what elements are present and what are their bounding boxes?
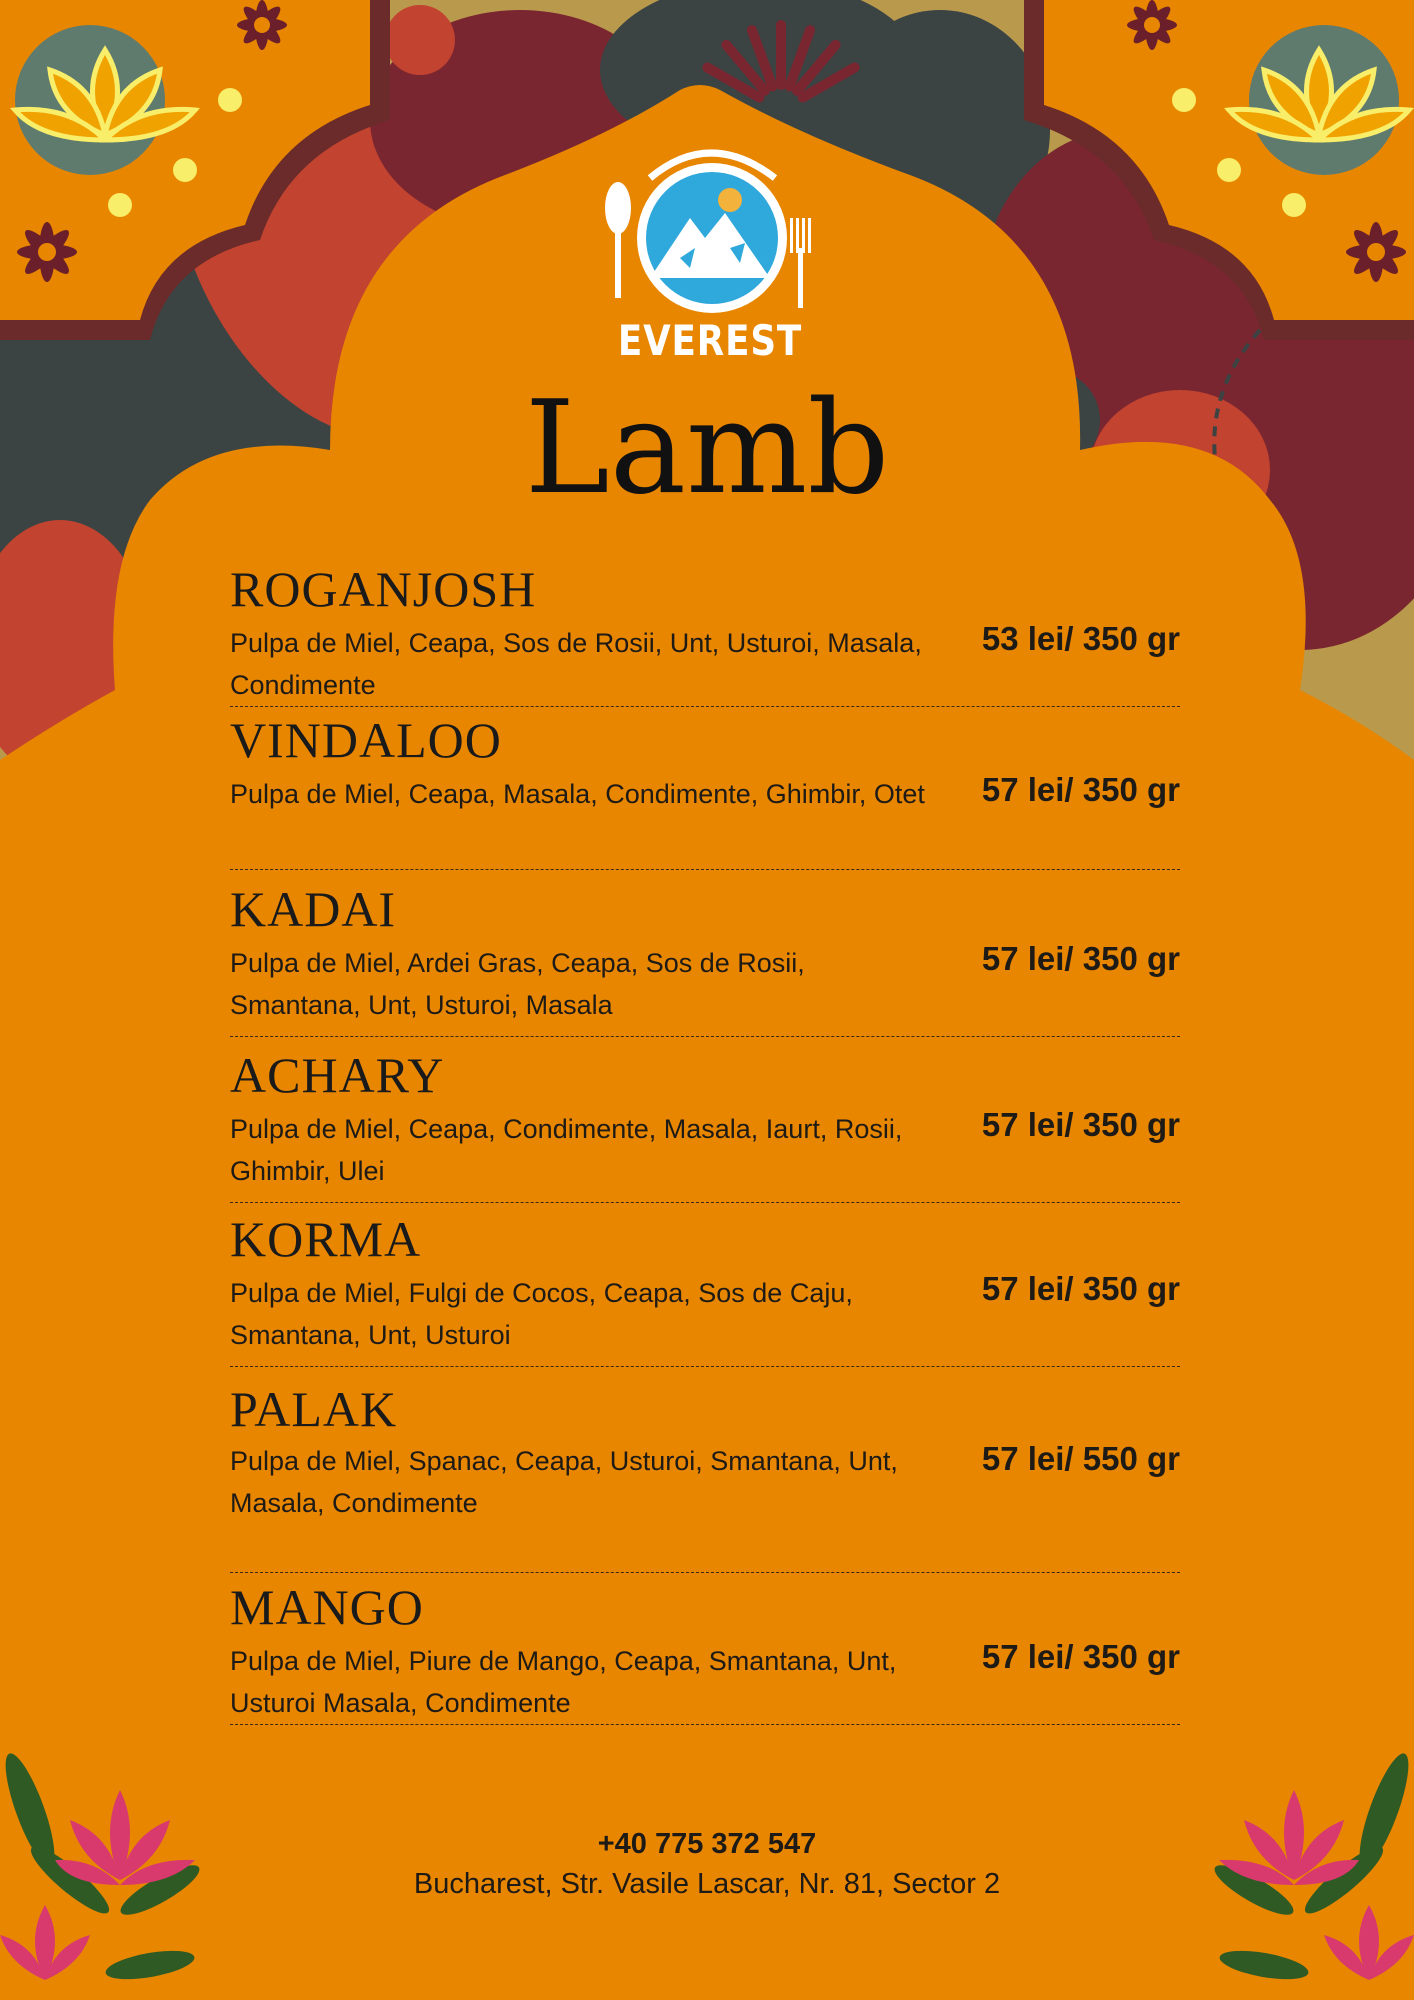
divider bbox=[230, 1202, 1180, 1203]
divider bbox=[230, 1036, 1180, 1037]
divider bbox=[230, 1724, 1180, 1725]
flower-icon bbox=[5, 210, 90, 295]
lotus-icon bbox=[1224, 40, 1414, 150]
dish-price: 57 lei/ 350 gr bbox=[981, 1270, 1180, 1307]
divider bbox=[230, 1572, 1180, 1573]
mountain-logo-icon bbox=[590, 138, 830, 328]
dish-name: PALAK bbox=[230, 1381, 398, 1437]
divider bbox=[230, 706, 1180, 707]
dish-description: Pulpa de Miel, Ceapa, Sos de Rosii, Unt, Usturoi, Masala, Condimente bbox=[230, 628, 922, 700]
dish-name: MANGO bbox=[230, 1579, 424, 1635]
dish-description: Pulpa de Miel, Spanac, Ceapa, Usturoi, Smantana, Unt, Masala, Condimente bbox=[230, 1446, 898, 1518]
flower-icon bbox=[1194, 1740, 1414, 2000]
dish-price: 57 lei/ 350 gr bbox=[981, 1106, 1180, 1143]
dish-description: Pulpa de Miel, Fulgi de Cocos, Ceapa, Sos de Caju, Smantana, Unt, Usturoi bbox=[230, 1278, 853, 1350]
dish-price: 57 lei/ 550 gr bbox=[981, 1440, 1180, 1477]
dish-price: 57 lei/ 350 gr bbox=[981, 771, 1180, 808]
dish-name: ROGANJOSH bbox=[230, 561, 537, 617]
dish-price: 53 lei/ 350 gr bbox=[981, 620, 1180, 657]
dish-description: Pulpa de Miel, Ceapa, Condimente, Masala, Iaurt, Rosii, Ghimbir, Ulei bbox=[230, 1114, 903, 1186]
spoon-icon bbox=[605, 182, 631, 298]
phone-number: +40 775 372 547 bbox=[597, 1828, 817, 1860]
divider bbox=[230, 869, 1180, 870]
dish-name: ACHARY bbox=[230, 1047, 445, 1103]
fork-icon bbox=[790, 218, 811, 308]
flower-icon bbox=[1112, 0, 1192, 60]
page-title: Lamb bbox=[524, 374, 890, 523]
dish-description: Pulpa de Miel, Ceapa, Masala, Condimente, Ghimbir, Otet bbox=[230, 779, 925, 809]
brand-name: EVEREST bbox=[617, 316, 803, 365]
flower-icon bbox=[222, 0, 302, 60]
flower-icon bbox=[0, 1740, 220, 2000]
divider bbox=[230, 1366, 1180, 1367]
address: Bucharest, Str. Vasile Lascar, Nr. 81, Sector 2 bbox=[413, 1868, 1001, 1900]
dish-description: Pulpa de Miel, Ardei Gras, Ceapa, Sos de Rosii, Smantana, Unt, Usturoi, Masala bbox=[230, 948, 805, 1020]
dish-price: 57 lei/ 350 gr bbox=[981, 1638, 1180, 1675]
lotus-icon bbox=[10, 40, 200, 150]
dish-name: VINDALOO bbox=[230, 712, 502, 768]
dish-price: 57 lei/ 350 gr bbox=[981, 940, 1180, 977]
flower-icon bbox=[1334, 210, 1414, 295]
brand-logo bbox=[590, 138, 830, 368]
dish-name: KORMA bbox=[230, 1211, 422, 1267]
dish-description: Pulpa de Miel, Piure de Mango, Ceapa, Smantana, Unt, Usturoi Masala, Condimente bbox=[230, 1646, 897, 1718]
dish-name: KADAI bbox=[230, 881, 397, 937]
